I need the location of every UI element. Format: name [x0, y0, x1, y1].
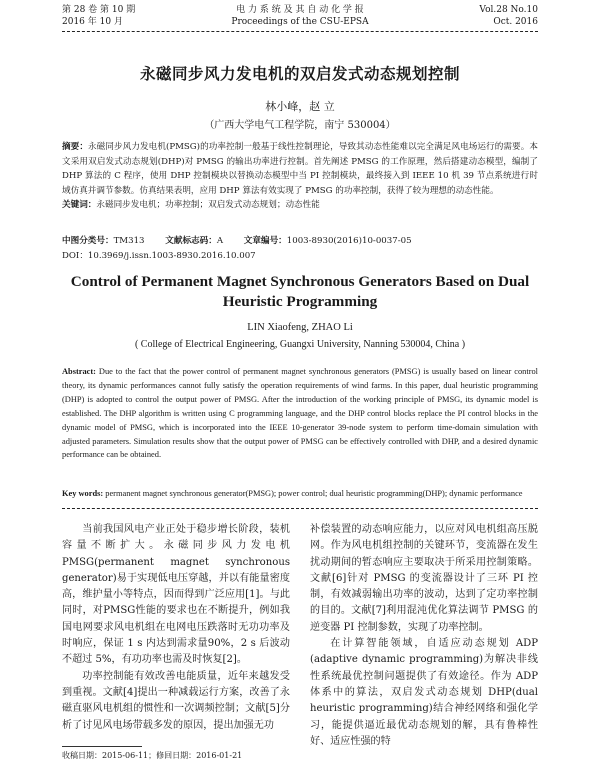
english-abstract: [62, 365, 538, 462]
english-affiliation: ( College of Electrical Engineering, Guangxi University, Nanning 530004, China ): [134, 339, 466, 350]
article-no-label: 文章编号：: [243, 236, 287, 246]
abstract-label-cn: 摘要：: [62, 142, 88, 152]
chinese-title: 永磁同步风力发电机的双启发式动态规划控制: [139, 65, 460, 83]
keywords-text-cn: 永磁同步发电机；功率控制；双启发式动态规划；动态性能: [96, 200, 320, 211]
header-date-en: Oct. 2016: [493, 17, 538, 27]
english-authors: LIN Xiaofeng, ZHAO Li: [247, 322, 353, 333]
header-divider: [62, 31, 538, 32]
body-paragraph: 功率控制能有效改善电能质量，近年来越发受到重视。文献[4]提出一种减载运行方案，改善了永磁直驱风电机组的惯性和一次调频控制；文献[5]分析了讨见风电场带载多发的原因，提出加强无功: [62, 670, 290, 731]
keywords-text-en: permanent magnet synchronous generator(PMSG); power control; dual heuristic programming(DHP); dynamic performance: [105, 489, 523, 498]
english-keywords: [62, 487, 538, 501]
header-journal-en: Proceedings of the CSU-EPSA: [231, 17, 369, 27]
clc-label: 中图分类号：: [62, 236, 114, 246]
footnote-rule: [62, 746, 142, 747]
header-journal: [62, 4, 538, 28]
chinese-abstract: [62, 140, 538, 213]
classification-line: [62, 234, 538, 246]
doc-code-value: A: [216, 236, 224, 246]
keywords-label-cn: 关键词：: [62, 200, 97, 211]
chinese-authors: 林小峰，赵 立: [265, 100, 335, 113]
keywords-label-en: Key words:: [62, 489, 104, 498]
header-vol-en: Vol.28 No.10: [479, 5, 538, 15]
doc-code-label: 文献标志码：: [165, 236, 217, 246]
section-divider: [62, 508, 538, 509]
header-journal-cn: 电 力 系 统 及 其 自 动 化 学 报: [236, 5, 364, 15]
body-column-left: [62, 522, 290, 734]
header-date-cn: 2016 年 10 月: [62, 17, 123, 27]
article-no-value: 1003-8930(2016)10-0037-05: [286, 236, 412, 246]
body-paragraph: 当前我国风电产业正处于稳步增长阶段，装机容量不断扩大。永磁同步风力发电机 PMSG(permanent magnet synchronous generator)易于实现低电压穿越，并以有能量密度高，维护量小等特点，因而得到广泛应用[1]。与此同时，对PMSG性能的要求也在不断提升，例如我国电网要求风电机组在电网电压跌落时无功功率及时响应，保证 1 s 内达到需求量90%，2 s 后波动不超过 5%，有功功率也需及时恢复[2]。: [62, 524, 290, 666]
doi: DOI：10.3969/j.issn.1003-8930.2016.10.007: [62, 251, 256, 261]
body-paragraph: 补偿装置的动态响应能力，以应对风电机组高压脱网。作为风电机组控制的关键环节，变流器在发生扰动期间的暂态响应主要取决于所采用控制策略。文献[6]针对 PMSG 的变流器设计了三环 PI 控制，有效减弱输出功率的波动，达到了定功率控制的目的。文献[7]利用混沌优化算法调节 PMSG 的逆变器 PI 控制参数，实现了功率控制。: [310, 524, 538, 633]
body-paragraph: 在计算智能领域，自适应动态规划 ADP (adaptive dynamic programming)为解决非线性系统最优控制问题提供了有效途径。作为 ADP 体系中的算法，双启发式动态规划 DHP(dual heuristic programming)结合神经网络和强化学习，能提供逼近最优动态规划的解，具有鲁棒性好、适应性强的特: [310, 638, 538, 747]
chinese-affiliation: （广西大学电气工程学院，南宁 530004）: [204, 120, 396, 131]
header-issue-info: [479, 4, 538, 28]
body-column-right: [310, 522, 538, 750]
received-date-footnote: 收稿日期：2015-06-11；修回日期：2016-01-21: [62, 751, 243, 760]
clc-value: TM313: [113, 236, 145, 246]
abstract-text-en: Due to the fact that the power control of permanent magnet synchronous generators (PMSG) is usually based on linear control theory, its dynamic performances cannot fully satisfy the operation requirements of wind farms. In this paper, dual heuristic programming (DHP) is adopted to control the output power of PMSG. After the introduction of the working principle of PMSG, its dynamic model is established. The DHP algorithm is written using C programming language, and the DHP control blocks replace the PI control blocks in the dynamic model of PMSG, which is incorporated into the IEEE 10-generator 39-node system to perform time-domain simulation with adjusted parameters. Simulation results show that the output power of PMSG can be effectively controlled with DHP, and a desired dynamic performance can be obtained.: [62, 367, 538, 460]
running-header: [62, 4, 538, 34]
english-title: Control of Permanent Magnet Synchronous Generators Based on Dual Heuristic Programming: [70, 273, 530, 310]
header-volume: 第 28 卷 第 10 期: [62, 5, 136, 15]
abstract-label-en: Abstract:: [62, 367, 96, 376]
abstract-text-cn: 永磁同步风力发电机(PMSG)的功率控制一般基于线性控制理论，导致其动态性能难以完全满足风电场运行的需要。本文采用双启发式动态规划(DHP)对 PMSG 的输出功率进行控制。首先阐述 PMSG 的工作原理，然后搭建动态模型，编制了 DHP 算法的 C 程序，使用 DHP 控制模块以替换动态模型中当 PI 控制模块，最终接入到 IEEE 10 机 39 节点系统进行时域仿真并调节参数。仿真结果表明，应用 DHP 算法有效实现了 PMSG 的功率控制，获得了较为理想的动态性能。: [62, 142, 538, 196]
